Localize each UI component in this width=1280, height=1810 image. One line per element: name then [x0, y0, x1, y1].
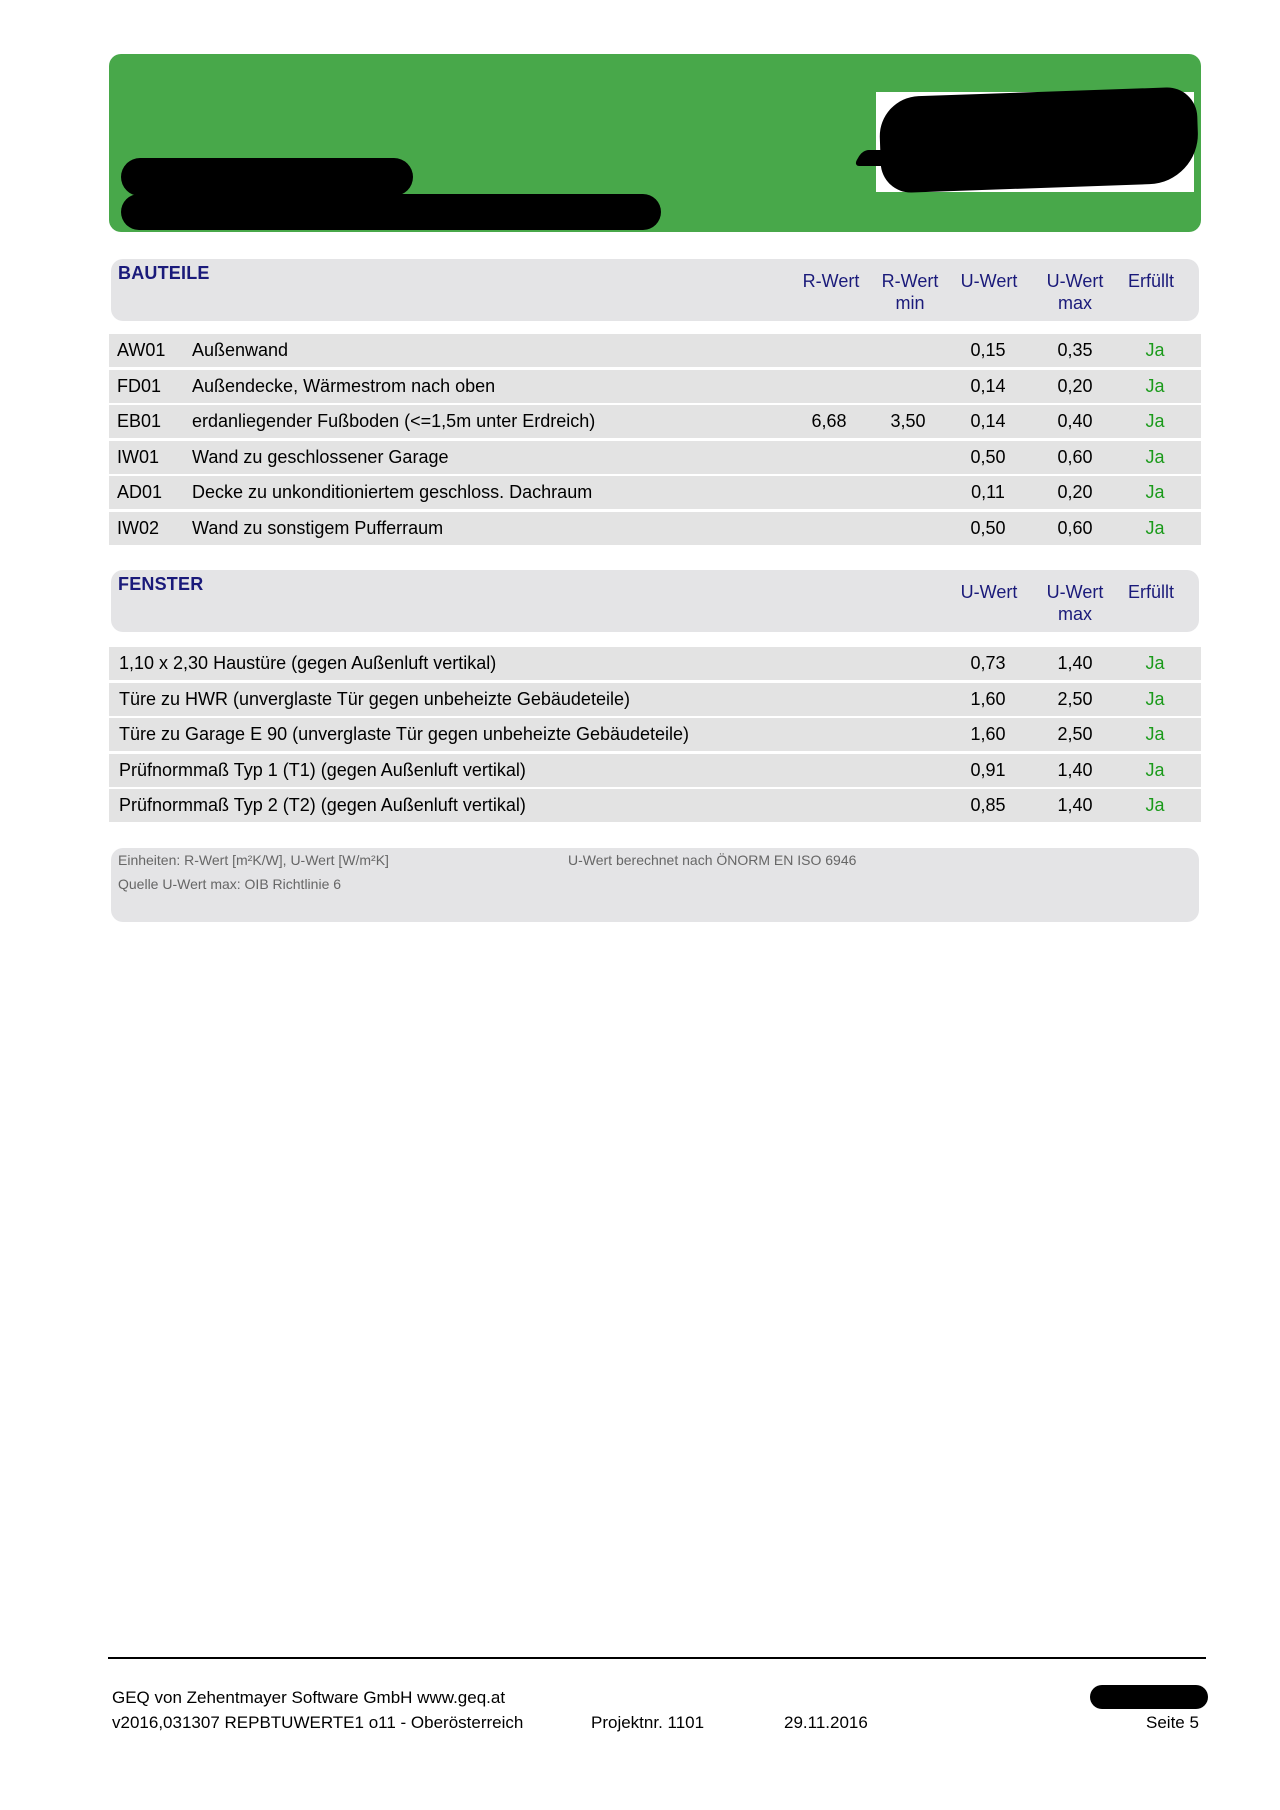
- redacted-logo: [878, 86, 1199, 193]
- row-uwert-max: 1,40: [1057, 795, 1093, 815]
- row-name: Türe zu Garage E 90 (unverglaste Tür gegen unbeheizte Gebäudeteile): [119, 724, 690, 744]
- footer-project: Projektnr. 1101: [591, 1713, 705, 1732]
- row-name: Türe zu HWR (unverglaste Tür gegen unbeheizte Gebäudeteile): [119, 688, 630, 709]
- row-erfuellt: Ja: [1145, 411, 1165, 431]
- col-rwert-min: R-Wert min: [881, 271, 939, 313]
- row-uwert-max: 0,20: [1057, 482, 1093, 502]
- row-uwert-max: 0,60: [1057, 517, 1093, 538]
- footer-date: 29.11.2016: [784, 1713, 868, 1732]
- row-erfuellt: Ja: [1145, 517, 1165, 538]
- row-name: Decke zu unkonditioniertem geschloss. Dachraum: [192, 482, 593, 502]
- row-uwert: 0,15: [970, 340, 1006, 360]
- row-uwert: 1,60: [970, 688, 1006, 709]
- method-note: U-Wert berechnet nach ÖNORM EN ISO 6946: [568, 852, 857, 868]
- row-rwert: 6,68: [811, 411, 847, 431]
- row-uwert-max: 2,50: [1057, 724, 1093, 744]
- row-uwert-max: 0,60: [1057, 446, 1093, 467]
- row-name: Wand zu geschlossener Garage: [192, 446, 449, 467]
- footer-divider: [108, 1657, 1206, 1659]
- fenster-title: FENSTER: [118, 574, 204, 594]
- table-row: [109, 476, 1201, 509]
- row-uwert: 0,73: [970, 653, 1006, 673]
- table-row: [109, 789, 1201, 822]
- row-erfuellt: Ja: [1145, 375, 1165, 396]
- row-uwert-max: 1,40: [1057, 653, 1093, 673]
- source-note: Quelle U-Wert max: OIB Richtlinie 6: [118, 876, 342, 892]
- table-row: [109, 647, 1201, 680]
- row-erfuellt: Ja: [1145, 446, 1165, 467]
- row-uwert-max: 2,50: [1057, 688, 1093, 709]
- row-name: Prüfnormmaß Typ 2 (T2) (gegen Außenluft vertikal): [119, 795, 526, 815]
- row-erfuellt: Ja: [1145, 724, 1165, 744]
- row-code: IW02: [117, 517, 160, 538]
- table-row: [109, 405, 1201, 438]
- row-erfuellt: Ja: [1145, 688, 1165, 709]
- row-uwert: 0,50: [970, 446, 1006, 467]
- row-uwert: 0,50: [970, 517, 1006, 538]
- row-uwert-max: 0,40: [1057, 411, 1093, 431]
- table-row: [109, 441, 1201, 474]
- row-code: IW01: [117, 446, 160, 467]
- redacted-footer: [1090, 1685, 1208, 1709]
- table-row: [109, 718, 1201, 751]
- table-row: [109, 512, 1201, 545]
- row-name: Prüfnormmaß Typ 1 (T1) (gegen Außenluft vertikal): [119, 759, 526, 780]
- units-note: Einheiten: R-Wert [m²K/W], U-Wert [W/m²K]: [118, 852, 389, 868]
- row-erfuellt: Ja: [1145, 653, 1165, 673]
- row-code: AD01: [117, 482, 163, 502]
- col-rwert: R-Wert: [802, 271, 860, 291]
- footer-page: Seite 5: [1146, 1713, 1199, 1732]
- col-erfuellt: Erfüllt: [1127, 271, 1174, 291]
- row-uwert: 0,14: [970, 411, 1006, 431]
- row-uwert-max: 0,35: [1057, 340, 1093, 360]
- row-code: AW01: [117, 340, 166, 360]
- row-erfuellt: Ja: [1145, 482, 1165, 502]
- row-code: EB01: [117, 411, 162, 431]
- row-name: Außenwand: [192, 340, 289, 360]
- row-name: Wand zu sonstigem Pufferraum: [192, 517, 444, 538]
- col-uwert-max: U-Wert max: [1046, 582, 1104, 624]
- row-erfuellt: Ja: [1145, 795, 1165, 815]
- row-uwert: 1,60: [970, 724, 1006, 744]
- row-uwert-max: 1,40: [1057, 759, 1093, 780]
- row-uwert: 0,14: [970, 375, 1006, 396]
- table-row: [109, 683, 1201, 716]
- row-code: FD01: [117, 375, 162, 396]
- redacted-title: [121, 158, 413, 196]
- col-uwert: U-Wert: [960, 271, 1018, 291]
- row-uwert: 0,11: [971, 482, 1005, 502]
- row-name: 1,10 x 2,30 Haustüre (gegen Außenluft vertikal): [119, 653, 497, 673]
- footer-version: v2016,031307 REPBTUWERTE1 o11 - Oberösterreich: [112, 1713, 524, 1732]
- table-row: [109, 370, 1201, 403]
- row-uwert-max: 0,20: [1057, 375, 1093, 396]
- row-name: erdanliegender Fußboden (<=1,5m unter Erdreich): [192, 411, 596, 431]
- row-uwert: 0,91: [970, 759, 1006, 780]
- col-erfuellt: Erfüllt: [1127, 582, 1174, 602]
- footer-company: GEQ von Zehentmayer Software GmbH www.geq.at: [112, 1688, 506, 1707]
- row-name: Außendecke, Wärmestrom nach oben: [192, 375, 496, 396]
- col-uwert: U-Wert: [960, 582, 1018, 602]
- table-row: [109, 334, 1201, 367]
- col-uwert-max: U-Wert max: [1046, 271, 1104, 313]
- row-erfuellt: Ja: [1145, 759, 1165, 780]
- row-rwert-min: 3,50: [890, 411, 926, 431]
- table-row: [109, 754, 1201, 787]
- bauteile-title: BAUTEILE: [118, 263, 210, 283]
- redacted-subtitle: [121, 194, 661, 230]
- row-erfuellt: Ja: [1145, 340, 1165, 360]
- row-uwert: 0,85: [970, 795, 1006, 815]
